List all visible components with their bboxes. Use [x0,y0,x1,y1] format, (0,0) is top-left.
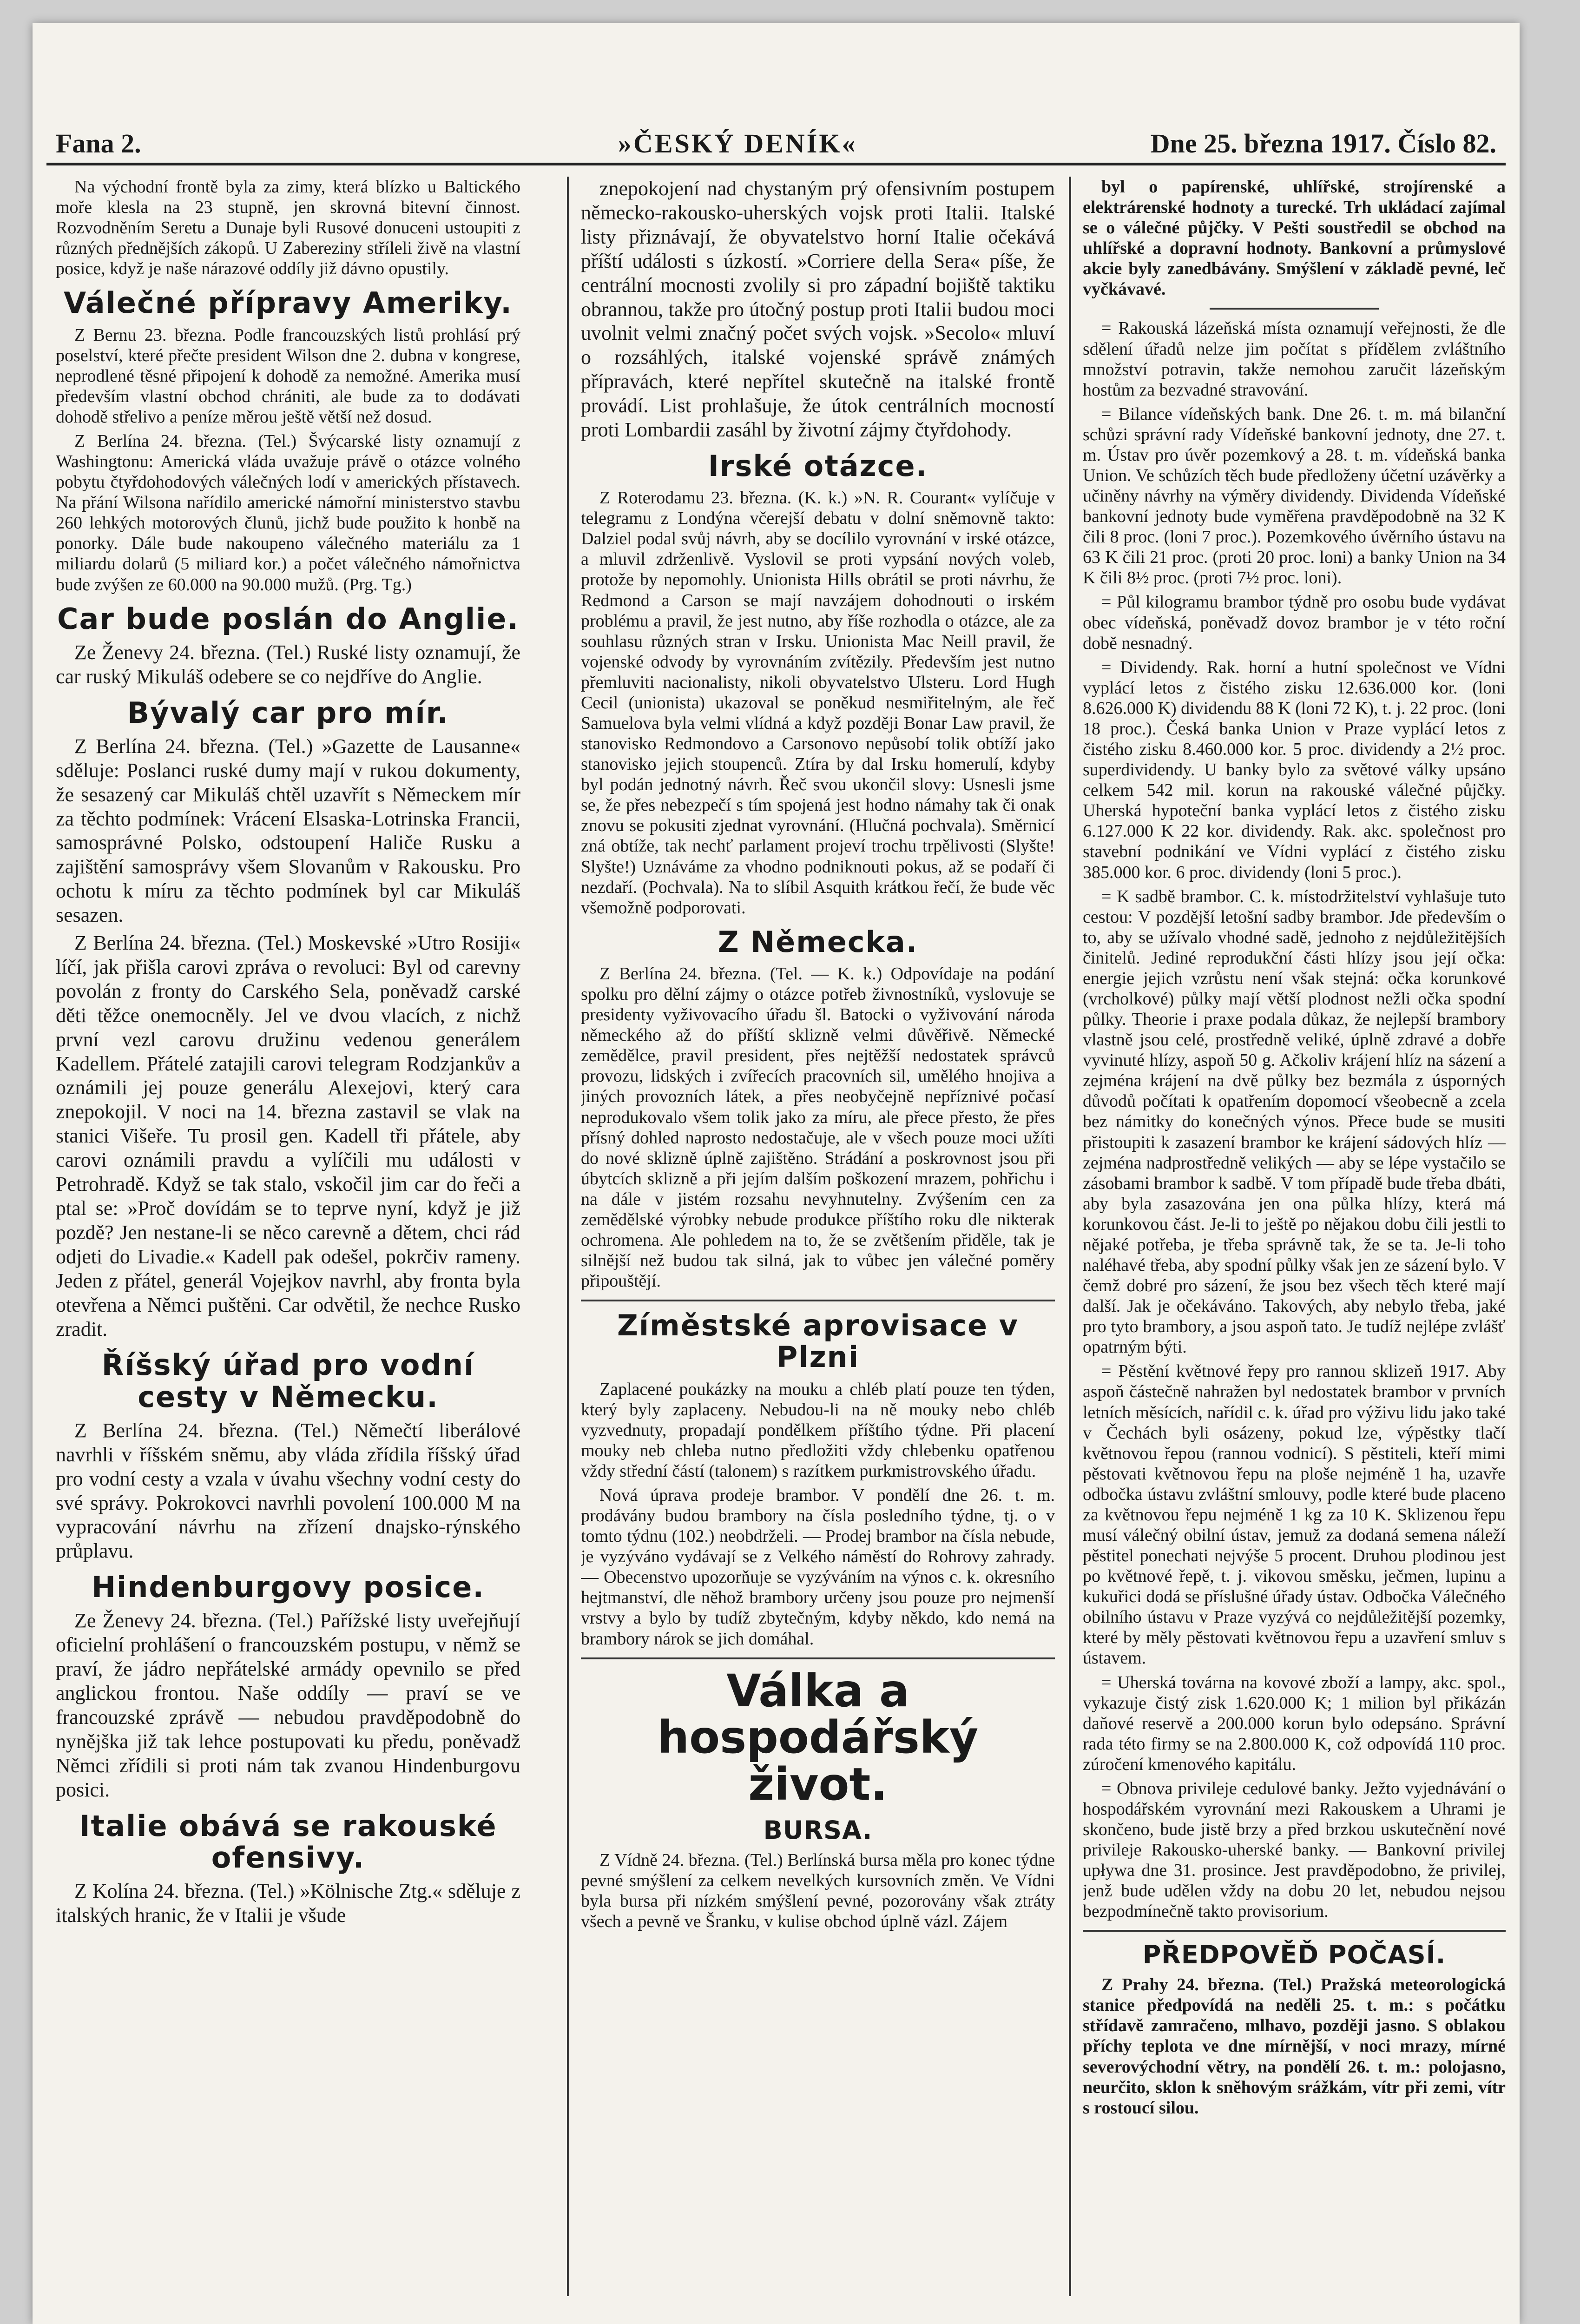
headline-hindenburg: Hindenburgovy posice. [92,1570,485,1604]
article-text: Z Berlína 24. března. (Tel.) Moskevské »Utro Rosiji« líčí, jak přišla carovi zpráva o revoluci: Byl od carevny povolán z fronty do Carského Sela, poněvadž carské děti těžce onemocněly. Jel ve dvou vlacích, z nichž první vezl carovu družinu vedenou generálem Kadellem. Přátelé zatajili carovi telegram Rodzjankův a oznámili jej pouze generálu Alexejovi, který cara znepokojil. V noci na 14. března zastavil se vlak na stanici Višeře. Tu prosil gen. Kadell tři přátele, aby carovi oznámili pravdu a vylíčili mu události v Petrohradě. Když se tak stalo, vskočil jim car do řeči a ptal se: »Proč dovídám se to teprve nyní, když je již pozdě? Jen nestane-li se něco carevně a dětem, chci rád odjeti do Livadie.« Kadell pak odešel, pokrčiv rameny. Jeden z přátel, generál Vojejkov navrhl, aby fronta byla otevřena a Němci puštěni. Car odvětil, že nechce Rusko zradit. [56,931,520,1340]
section-title-valka: Válka a hospodářský život. [657,1664,979,1811]
column-3 [1083,177,1506,2296]
article-text: = K sadbě brambor. C. k. místodržitelství vyhlašuje tuto cestou: V pozdější letošní sadby brambor. Jde především o to, aby se užívalo vhodné sadě, jednoho z nejdůležitějších činitelů. Jediné reprodukční části hlízy jsou její očka: energie jejich vzrůstu není však stejná: očka korunkové (vrcholkové) půlky mají větší plodnost nežli očka spodní půlky. Theorie i praxe podala důkaz, že nejlepší brambory vlastně jsou celé, prostředně veliké, úplně zdravé a dobře vyvinuté hlízy, aspoň 50 g. Ačkoliv krájení hlíz na sázení a zejména krájení na dvě půlky bez bezmála z úsporných důvodů počítati k opatřením dopomocí všeobecně a zcela bez námitky do konečných výnos. Přece bude se musiti přistoupiti k zasazení brambor ke krájení sádových hlíz — zejména nadprostředně velikých — aby se lépe vystačilo se zásobami brambor k sadbě. V tom případě bude třeba dbáti, aby byla zasazována jen ona půlka hlízy, která má korunkovou část. Je-li to ještě po nějakou dobu čili jestli to nějaké potřeba, je třeba správně tak, že se ta. Je-li toho naléhavé třeba, aby spodní půlky však jen ze sázení bylo. V čemž dobré pro sázení, že jsou bez všech těch které mají další. Jak je očekáváno. Takových, aby nebylo třeba, jaké pro tyto brambory, a jsou aspoň tato. Je tudíž nejlépe zvlášť opatrným býti. [1083,886,1506,1357]
masthead-title: »ČESKÝ DENÍK« [618,128,857,158]
article-text: Zaplacené poukázky na mouku a chléb platí pouze ten týden, který byly zaplaceny. Nebudou-li na ně mouky nebo chléb vyzvednuty, propadají pondělkem příštího týdne. Při placení mouky neb chleba nutno předložiti vždy chlebenku opatřenou vždy střední částí (talonem) s razítkem purkmistrovského úřadu. [581,1379,1055,1481]
article-text: = Bilance vídeňských bank. Dne 26. t. m. má bilanční schůzi správní rady Vídeňské bankovní jednoty, dne 27. t. m. Ústav pro úvěr pozemkový a 28. t. m. vídeňská banka Union. Ve schůzích těch bude předloženy účetní uzávěrky a učiněny návrhy na výměry dividendy. Dividenda Vídeňské bankovní jednoty bude vyměřena pravděpodobně na 32 K čili 8 proc. (loni 7 proc.). Pozemkového úvěrního ústavu na 63 K čili 21 proc. (proti 20 proc. loni) a banky Union na 34 K čili 8½ proc. (proti 7½ proc. loni). [1083,404,1506,588]
article-text: = Rakouská lázeňská místa oznamují veřejnosti, že dle sdělení úřadů nelze jim počítat s přídělem zvláštního množství potravin, takže nemohou zaručit lázeňským hostům za bezvadné stravování. [1083,318,1506,400]
article-text: znepokojení nad chystaným prý ofensivním postupem německo-rakousko-uherských vojsk proti Italii. Italské listy přiznávají, že obyvatelstvo horní Italie očekává příští události s úzkostí. »Corriere della Sera« píše, že centrální mocnosti zvolily si pro západní bojiště taktiku obrannou, takže pro útočný postup proti Italii budou moci uvolnit velmi značný počet svých vojsk. »Secolo« mluví o rozsáhlých, italské vojenské správě známých přípravách, které nepřítel skutečně na italské frontě provádí. List prohlašuje, že útok centrálních mocností proti Lombardii zasáhl by životní zájmy čtyřdohody. [581,177,1055,442]
article-text: = Půl kilogramu brambor týdně pro osobu bude vydávat obec vídeňská, poněvadž dovoz brambor je v této roční době nesnadný. [1083,592,1506,653]
article-text: Z Berlína 24. března. (Tel.) Němečtí liberálové navrhli v říšském sněmu, aby vláda zřídila říšský úřad pro vodní cesty a vzala v úvahu všechny vodní cesty do své správy. Pokrokovci navrhli povolení 100.000 M na vypracování návrhu na zřízení dnajsko-rýnského průplavu. [56,1419,520,1563]
section-divider [581,1300,1055,1301]
article-text: = Pěstění květnové řepy pro rannou sklizeň 1917. Aby aspoň částečně nahražen byl nedostatek brambor v prvních letních měsících, nařídil c. k. úřad pro výživu lidu jako také v Čechách byli osázeny, pokud lze, výpěstky tlačí květnovou řepou (rannou vodnicí). S pěstiteli, kteří mimi pěstovati květnovou řepu na ploše nejméně 1 ha, uzavře odbočka ústavu zvláštní smlouvy, podle které bude placeno za květnovou řepu nejméně 1 kg za 10 K. Sklizenou řepu musí válečný obilní ústav, jemuž za dodaná semena náleží pěstitel ponechati nejvýše 5 procent. Druhou plodinou jest po květnové řepě, t. j. vikovou směsku, ječmen, lupinu a kukuřici dodá se příslušné úřady ústav. Odbočka Válečného obilního ústavu v Praze vyzývá co nejdůležitější pozemky, které by měly pěstovati květnovou řepu a uzavření smluv s ústavem. [1083,1361,1506,1668]
newspaper-page [33,23,1520,2324]
subhead-bursa: BURSA. [763,1816,873,1845]
article-text: Z Berlína 24. března. (Tel.) Švýcarské listy oznamují z Washingtonu: Americká vláda uvažuje právě o otázce volného pobytu čtyřdohodových válečných lodí v amerických přístavech. Na přání Wilsona nařídilo americké námořní ministerstvo stavbu 260 lehkých motorových člunů, jichž bude použito k honbě na ponorky. Dále bude nakoupeno válečného materiálu za 1 miliardu dolarů (5 miliard kor.) a počet válečného námořnictva bude zvýšen ze 60.000 na 90.000 mužů. (Prg. Tg.) [56,431,520,594]
article-text: byl o papírenské, uhlířské, strojírenské a elektrárenské hodnoty a turecké. Trh ukládací zajímal se o válečné půjčky. V Pešti soustředil se obchod na uhlířské a dopravní hodnoty. Bankovní a průmyslové akcie byly zanedbávány. Smýšlení v základě pevné, leč vyčkávavé. [1083,177,1506,299]
article-text: Ze Ženevy 24. března. (Tel.) Pařížské listy uveřejňují oficielní prohlášení o francouzském postupu, v němž se praví, že jádro nepřátelské armády opevnilo se před anglickou frontou. Naše oddíly — praví se ve francouzské zprávě — nebudou pravděpodobně do nynějška již tak lehce postupovati ku předu, poněvadž Němci zřídili si proti nám tak zvanou Hindenburgovu posici. [56,1609,520,1801]
headline-rissky-urad: Říšský úřad pro vodní cesty v Německu. [101,1348,475,1414]
headline-predpoved-pocasi: PŘEDPOVĚĎ POČASÍ. [1142,1940,1446,1970]
article-text: Nová úprava prodeje brambor. V pondělí dne 26. t. m. prodávány budou brambory na čísla posledního týdne, tj. o v tomto týdnu (102.) neobdrželi. — Prodej brambor na čísla nebude, je vyzýváno vydávají se z Velkého náměstí do Rohrovy zahrady. — Obecenstvo upozorňuje se vyzýváním na výnos c. k. okresního hejtmanství, dle něhož brambory určeny jsou pouze pro nejmenší vrstvy a bylo by tudíž zbytečným, kdyby někdo, kdo nemá na brambory nárok se jich domáhal. [581,1486,1055,1649]
column-2 [581,177,1055,2296]
headline-byvaly-car: Bývalý car pro mír. [127,695,449,730]
headline-italie: Italie obává se rakouské ofensivy. [79,1809,497,1875]
section-divider [581,1657,1055,1659]
article-text: Z Prahy 24. března. (Tel.) Pražská meteorologická stanice předpovídá na neděli 25. t. m.: s počátku střídavě zamračeno, mlhavo, později jasno. S oblakou příchy teplota ve dne mírnější, v noci mrazy, mírné severovýchodní větry, na pondělí 26. t. m.: polojasno, neurčito, sklon k sněhovým srážkám, vítr při zemi, vítr s rostoucí silou. [1083,1975,1506,2118]
column-rule [1069,177,1071,2296]
article-text: Z Vídně 24. března. (Tel.) Berlínská bursa měla pro konec týdne pevné smýšlení za celkem nevelkých kursovních změn. Ve Vídni byla bursa při nízkém smýšlení pevné, pozorovány však ztráty všech a pevně ve Šranku, v kulise obchod úplně vázl. Zájem [581,1850,1055,1931]
issue-date: Dne 25. března 1917. Číslo 82. [1150,128,1496,158]
page-number: Fana 2. [56,128,141,158]
headline-aprovisace: Zíměstské aprovisace v Plzni [617,1308,1019,1374]
article-text: Ze Ženevy 24. března. (Tel.) Ruské listy oznamují, že car ruský Mikuláš odebere se co nejdříve do Anglie. [56,640,520,688]
headline-valecne-pripravy: Válečné přípravy Ameriky. [64,286,513,320]
article-text: = Obnova privileje cedulové banky. Ježto vyjednávání o hospodářském vyrovnání mezi Rakouskem a Uhrami je skončeno, bude jistě brzy a před brzkou uskutečnění nové privileje Rakousko-uherské banky. — Bankovní privilej upływa dne 31. prosince. Jest pravděpodobno, že privilej, jenž bude udělen vždy na dobu 20 let, nebudou nejsou bezpodmínečně takto provisorium. [1083,1778,1506,1921]
article-text: Z Bernu 23. března. Podle francouzských listů prohlásí prý poselství, které přečte president Wilson dne 2. dubna v kongrese, neprodlené těsné připojení k dohodě za nemožné. Amerika musí především vlastní obchod chrániti, ale bude za to dodávati dohodě střelivo a peníze měrou ještě větší než dosud. [56,325,520,427]
headline-car-anglie: Car bude poslán do Anglie. [57,601,519,636]
page-header [46,121,1506,165]
headline-irske-otazce: Irské otázce. [708,449,928,483]
article-text: Na východní frontě byla za zimy, která blízko u Baltického moře klesla na 23 stupně, jen skrovná bitevní činnost. Rozvodněním Seretu a Dunaje byli Rusové donuceni ustoupiti z různých přednějších zákopů. U Zabereziny stříleli živě na vlastní posice, když je naše nárazové oddíly již dávno opustily. [56,177,520,279]
article-text: Z Roterodamu 23. března. (K. k.) »N. R. Courant« vylíčuje v telegramu z Londýna včerejší debatu v dolní sněmovně takto: Dalziel podal svůj návrh, aby se docílilo vyrovnání v irské otázce, a mluvil zdrženlivě. Vyslovil se proti vypsání nových voleb, protože by nepomohly. Unionista Hills obrátil se proti návrhu, že Redmond a Carson se mají navzájem dohodnouti o irském problému a pravil, že jest nutno, aby říše rozhodla o otázce, ale za souhlasu různých stran v Irsku. Unionista Mac Neill pravil, že vojenské odvody by vyrovnáním zvítězily. Především jest nutno přemluviti nacionalisty, nikoli obyvatelstvo Ulsteru. Lord Hugh Cecil (unionista) ukazoval se poněkud nesmiřitelným, ale řeč Samuelova byla velmi vlídná a když později Bonar Law pravil, že stanovisko Redmondovo a Carsonovo nepůsobí tolik obtíží jako stanovisko jejich stoupenců. Ztíra by dal Irsku homerulí, kdyby byl podán jednotný návrh. Řeč svou ukončil slovy: Usnesli jsme se, že přes nebezpečí s tím spojená jest hodno námahy tak či onak znovu se pokusiti zjednat vyrovnání. (Hlučná pochvala). Směrnicí zná obtíže, tak nechť parlament projeví trochu trpělivosti (Slyšte! Slyšte!) Uznáváme za vhodno podniknouti pokus, až se podaří či nezdaří. (Pochvala). Na to slíbil Asquith krátkou řečí, že bude věc všemožně podporovati. [581,488,1055,918]
article-text: = Uherská továrna na kovové zboží a lampy, akc. spol., vykazuje čistý zisk 1.620.000 K; 1 milion byl přikázán daňové reservě a 200.000 korun bylo odepsáno. Správní rada této firmy se na 2.800.000 K, což odpovídá 110 proc. zúročení kmenového kapitálu. [1083,1672,1506,1774]
article-text: Z Berlína 24. března. (Tel.) »Gazette de Lausanne« sděluje: Poslanci ruské dumy mají v rukou dokumenty, že sesazený car Mikuláš chtěl uzavřít s Německem mír za těchto podmínek: Vrácení Elsaska-Lotrinska Francii, samosprávné Polsko, odstoupení Haliče Rusku a zajištění samosprávy všem Slovanům v Rakousku. Pro ochotu k míru za těchto podmínek byl car Mikuláš sesazen. [56,734,520,927]
article-text: Z Berlína 24. března. (Tel. — K. k.) Odpovídaje na podání spolku pro dělní zájmy o otázce potřeb živnostníků, vyslovuje se presidenty vyživovacího úřadu šl. Batocki o vyživování národa německého až do příští sklizně velmi důvěřivě. Německé zemědělce, pravil president, přes nejtěžší nedostatek správců provozu, lidských i zvířecích pracovních sil, umělého hnojiva a jiných provozních látek, a přes neobyčejně nepříznivé počasí neprodukovalo všem tolik jako za míru, ale přece přesto, že přes přísný dohled naprosto nedostačuje, ale v všech pouze moci užíti do nové sklizně úplně zajištěno. Strádání a poskrovnost jsou při úbytcích sklizně a při jejím dalším poškození mrazem, pohřichu i na dále v jistém rozsahu nevyhnutelny. Zvýšením cen za zemědělské výrobky nebude produkce příštího roku dle nikterak ochromena. Ale pohledem na to, že se zvětšením přiděle, tak je silnější než budou tak silná, jak to vůbec jen válečné poměry připouštějí. [581,964,1055,1291]
article-text: Z Kolína 24. března. (Tel.) »Kölnische Ztg.« sděluje z italských hranic, že v Italii je všude [56,1880,520,1927]
section-divider [1210,308,1379,310]
headline-z-nemecka: Z Německa. [718,924,918,959]
column-1 [56,177,520,2296]
article-text: = Dividendy. Rak. horní a hutní společnost ve Vídni vyplácí letos z čistého zisku 12.636.000 kor. (loni 8.626.000 K) dividendu 88 K (loni 72 K), t. j. 22 proc. (loni 18 proc.). Česká banka Union v Praze vyplácí letos z čistého zisku 8.460.000 kor. 5 proc. dividendy a 2½ proc. superdividendy. U banky bylo za světové války upsáno celkem 542 mil. korun na rakouské válečné půjčky. Uherská hypoteční banka vyplácí letos z čistého zisku 6.127.000 K 22 kor. dividendy. Rak. akc. společnost pro stavební podnikání ve Vídni vyplácí z čistého zisku 385.000 kor. 6 proc. dividendy (loni 5 proc.). [1083,657,1506,882]
column-rule [567,177,569,2296]
section-divider [1083,1930,1506,1932]
